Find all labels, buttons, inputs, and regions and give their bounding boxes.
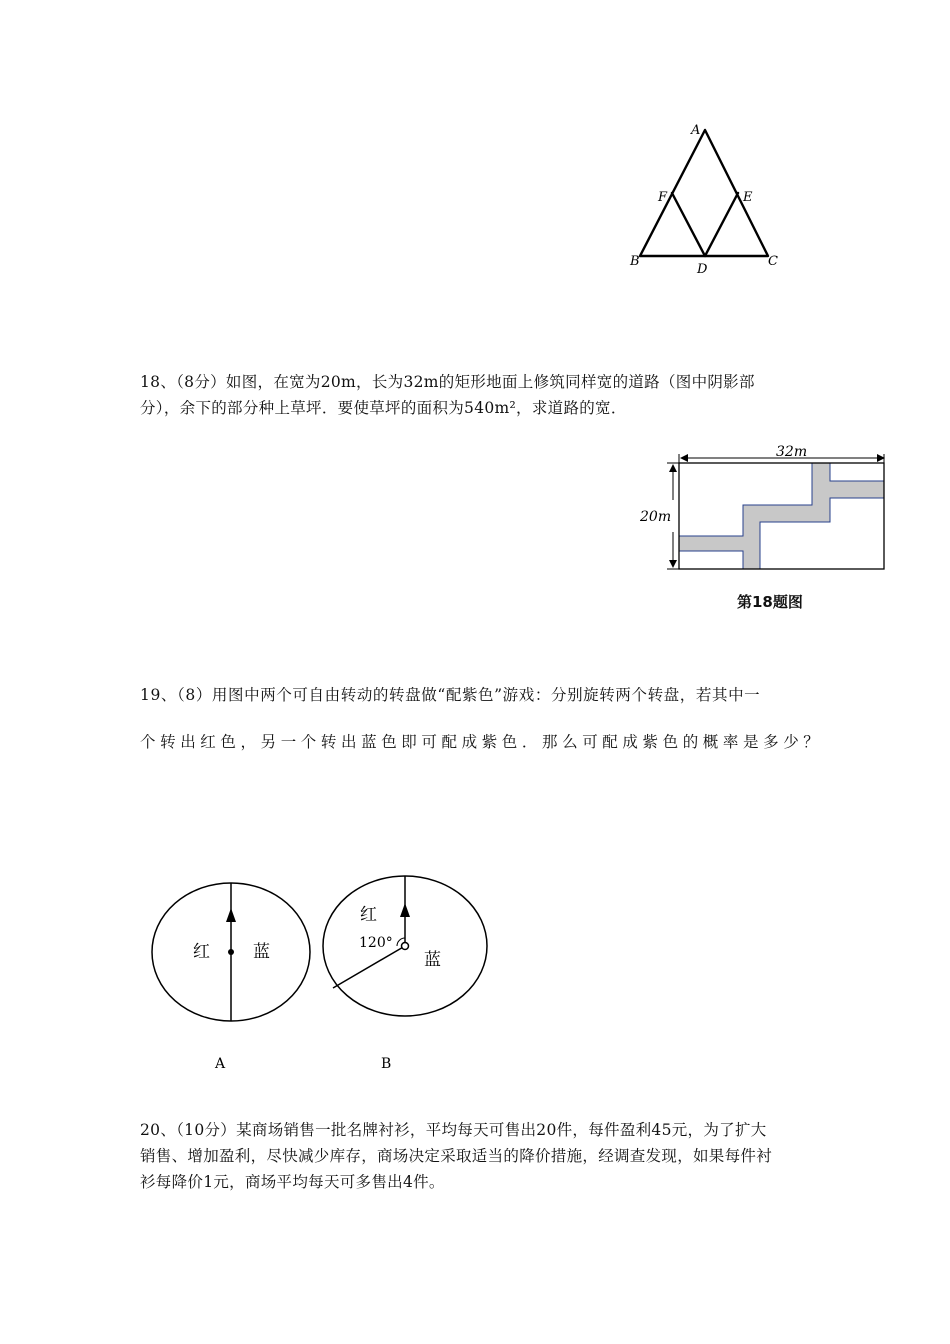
- parallelogram-lines: [672, 193, 738, 256]
- q20-text: [140, 1117, 860, 1195]
- spinner-b-angle-label: 120°: [359, 935, 393, 951]
- q20-line3: 衫每降价1元，商场平均每天可多售出4件。: [140, 1173, 445, 1191]
- spinner-b-center: [402, 943, 409, 950]
- spinner-a-center: [228, 949, 234, 955]
- label-f: F: [658, 190, 668, 205]
- spinner-b-blue-label: 蓝: [424, 950, 441, 970]
- label-e: E: [743, 190, 753, 205]
- q18-text: [140, 369, 840, 421]
- label-c: C: [768, 254, 778, 269]
- label-b: B: [630, 254, 640, 269]
- label-d: D: [697, 262, 708, 277]
- width-label: 20m: [640, 509, 672, 525]
- triangle-figure: [620, 118, 790, 283]
- q20-line1: 20、（10分）某商场销售一批名牌衬衫，平均每天可售出20件，每件盈利45元，为了扩大: [140, 1121, 767, 1139]
- spinner-a-blue-label: 蓝: [253, 942, 270, 962]
- spinner-a-caption: A: [215, 1056, 226, 1072]
- spinner-b-red-label: 红: [360, 905, 377, 925]
- q19-line1: 19、（8）用图中两个可自由转动的转盘做“配紫色”游戏：分别旋转两个转盘，若其中一: [140, 686, 761, 704]
- spinner-a-red-label: 红: [193, 942, 210, 962]
- q18-line2: 分），余下的部分种上草坪．要使草坪的面积为540m²，求道路的宽．: [140, 399, 627, 417]
- q19-line2: 个转出红色，另一个转出蓝色即可配成紫色．那么可配成紫色的概率是多少？: [140, 733, 824, 751]
- spinner-b-caption: B: [381, 1056, 392, 1072]
- road-figure: [632, 440, 892, 580]
- spinners-figure: [140, 870, 500, 1085]
- q18-line1: 18、（8分）如图，在宽为20m，长为32m的矩形地面上修筑同样宽的道路（图中阴影部: [140, 373, 755, 391]
- label-a: A: [691, 123, 701, 138]
- length-label: 32m: [776, 444, 808, 460]
- q20-line2: 销售、增加盈利，尽快减少库存，商场决定采取适当的降价措施，经调查发现，如果每件衬: [140, 1147, 773, 1165]
- road-shaded: [679, 463, 884, 569]
- q18-figure-caption: 第18题图: [737, 593, 803, 611]
